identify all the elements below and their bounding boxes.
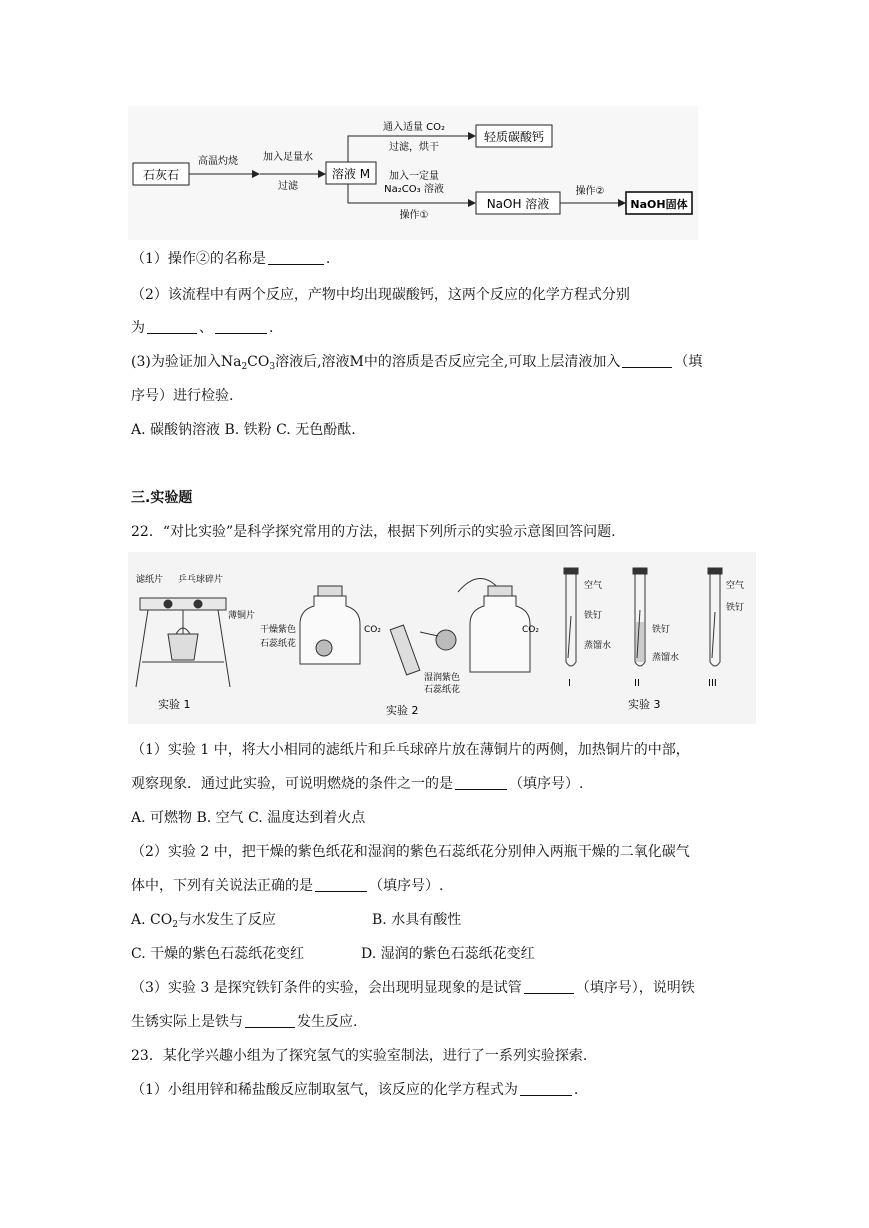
answer-blank[interactable] <box>315 877 367 892</box>
limestone-label: 石灰石 <box>142 168 180 182</box>
option-d-text: D. 湿润的紫色石蕊纸花变红 <box>361 946 535 962</box>
q21-part2-sep: 、 <box>199 320 213 336</box>
nail-label-3: 铁钉 <box>726 603 745 613</box>
pass-co2-label: 通入适量 CO₂ <box>382 122 446 133</box>
q22-part1-options-text: A. 可燃物 B. 空气 C. 温度达到着火点 <box>131 810 366 826</box>
dry-flower-label-2: 石蕊纸花 <box>260 639 297 649</box>
filter-paper-label: 滤纸片 <box>136 575 164 585</box>
answer-blank[interactable] <box>524 979 574 994</box>
answer-blank[interactable] <box>455 775 507 790</box>
tube-label-1: I <box>568 678 571 689</box>
option-b-text: B. 水具有酸性 <box>372 912 462 928</box>
subscript: 2 <box>241 362 248 372</box>
subscript: 3 <box>269 362 276 372</box>
q22-part1-text-a: 观察现象．通过此实验，可说明燃烧的条件之一的是 <box>131 776 453 792</box>
q21-part3-text-a: (3)为验证加入Na <box>131 354 242 370</box>
q22-option-d <box>361 944 535 964</box>
water-label-1: 蒸馏水 <box>584 641 612 651</box>
q23-stem <box>131 1046 587 1066</box>
water-label-2: 蒸馏水 <box>652 653 680 663</box>
process-flowchart <box>128 106 698 240</box>
nail-label-1: 铁钉 <box>584 611 603 621</box>
q22-stem-text: 22．“对比实验”是科学探究常用的方法，根据下列所示的实验示意图回答问题. <box>131 524 616 540</box>
q21-part3-text-d: （填 <box>674 354 703 370</box>
filter-dry-label: 过滤，烘干 <box>389 142 439 153</box>
q22-part3-text-c: 生锈实际上是铁与 <box>131 1014 243 1030</box>
solution-m-label: 溶液 M <box>331 167 371 181</box>
experiment1-caption: 实验 1 <box>158 698 191 711</box>
q21-part3-line1 <box>131 352 702 372</box>
add-water-label: 加入足量水 <box>263 152 313 163</box>
q21-part2-end: . <box>269 320 274 336</box>
q22-part3-text-a: （3）实验 3 是探究铁钉条件的实验，会出现明显现象的是试管 <box>131 980 522 996</box>
q21-part1 <box>131 249 330 269</box>
q22-part2-line1 <box>131 842 690 862</box>
q22-part3-text-b: （填序号），说明铁 <box>575 980 695 996</box>
air-label-3: 空气 <box>726 581 745 591</box>
q22-option-b <box>372 910 461 930</box>
q21-options-text: A. 碳酸钠溶液 B. 铁粉 C. 无色酚酞. <box>131 422 356 438</box>
q22-part3-text-d: 发生反应. <box>297 1014 358 1030</box>
experiment-figure <box>128 552 756 724</box>
q22-part2-text-b: （填序号）. <box>369 878 444 894</box>
q21-options <box>131 420 356 440</box>
answer-blank[interactable] <box>147 319 197 334</box>
light-caco3-label: 轻质碳酸钙 <box>483 130 545 144</box>
experiment2-caption: 实验 2 <box>386 704 419 717</box>
q22-part2-line2 <box>131 876 443 896</box>
naoh-solution-label: NaOH 溶液 <box>486 197 550 211</box>
q23-part1-text-a: （1）小组用锌和稀盐酸反应制取氢气，该反应的化学方程式为 <box>131 1082 518 1098</box>
q23-part1 <box>131 1080 578 1100</box>
q22-option-c <box>131 944 304 964</box>
q22-part1-line1 <box>131 740 690 760</box>
q21-part1-text: （1）操作②的名称是 <box>131 251 266 267</box>
filter1-label: 过滤 <box>278 181 298 192</box>
add-certain-label: 加入一定量 <box>389 171 439 182</box>
q21-part2-text: （2）该流程中有两个反应，产物中均出现碳酸钙，这两个反应的化学方程式分别 <box>131 287 630 303</box>
copper-label: 薄铜片 <box>228 611 256 621</box>
co2-label-b: CO₂ <box>522 625 539 635</box>
q22-part2-text-a: 体中，下列有关说法正确的是 <box>131 878 313 894</box>
answer-blank[interactable] <box>268 250 324 265</box>
answer-blank[interactable] <box>622 353 672 368</box>
co2-label-a: CO₂ <box>364 625 381 635</box>
subscript: 2 <box>172 920 178 930</box>
op1-label: 操作① <box>399 210 429 221</box>
q23-stem-text: 23．某化学兴趣小组为了探究氢气的实验室制法，进行了一系列实验探索. <box>131 1048 588 1064</box>
q21-part3-line2 <box>131 386 233 406</box>
answer-blank[interactable] <box>520 1081 572 1096</box>
nail-label-2: 铁钉 <box>652 625 671 635</box>
q21-part3-text-c: 溶液后,溶液M中的溶质是否反应完全,可取上层清液加入 <box>275 354 621 370</box>
q22-part1-text: （1）实验 1 中，将大小相同的滤纸片和乒乓球碎片放在薄铜片的两侧，加热铜片的中部， <box>131 742 690 758</box>
experiment3-caption: 实验 3 <box>628 698 661 711</box>
pingpong-label: 乒乓球碎片 <box>178 575 224 585</box>
wet-flower-label-2: 石蕊纸花 <box>424 685 461 695</box>
q22-part1-options <box>131 808 365 828</box>
option-a-text-b: 与水发生了反应 <box>177 912 276 928</box>
tube-label-3: III <box>708 678 717 689</box>
q22-part3-line1 <box>131 978 695 998</box>
option-c-text: C. 干燥的紫色石蕊纸花变红 <box>131 946 305 962</box>
q21-part3-text-b: CO <box>247 354 270 370</box>
naoh-solid-label: NaOH固体 <box>630 198 688 211</box>
q22-part3-line2 <box>131 1012 357 1032</box>
q22-part2-text: （2）实验 2 中，把干燥的紫色纸花和湿润的紫色石蕊纸花分别伸入两瓶干燥的二氧化碳气 <box>131 844 690 860</box>
dry-flower-label-1: 干燥紫色 <box>260 625 297 635</box>
q22-options-ab <box>131 910 276 930</box>
na2co3-solution-label: Na₂CO₃ 溶液 <box>384 184 444 195</box>
q21-part2-line2 <box>131 318 273 338</box>
q22-stem <box>131 522 616 542</box>
calcine-label: 高温灼烧 <box>198 156 238 167</box>
q22-part1-line2 <box>131 774 583 794</box>
tube-label-2: II <box>634 678 640 689</box>
air-label-1: 空气 <box>584 581 603 591</box>
q21-part1-end: . <box>325 251 331 267</box>
op2-label: 操作② <box>575 186 605 197</box>
wet-flower-label-1: 湿润紫色 <box>424 673 461 683</box>
section-title: 三.实验题 <box>131 490 193 506</box>
q21-part2-line1 <box>131 285 630 305</box>
answer-blank[interactable] <box>215 319 267 334</box>
q21-part2-prefix: 为 <box>131 320 145 336</box>
q22-part1-text-b: （填序号）. <box>509 776 584 792</box>
q23-part1-text-b: . <box>573 1082 579 1098</box>
option-a-text: A. CO <box>131 912 173 928</box>
section-heading <box>131 488 192 508</box>
answer-blank[interactable] <box>245 1013 295 1028</box>
q21-part3-line2-text: 序号）进行检验. <box>131 388 234 404</box>
